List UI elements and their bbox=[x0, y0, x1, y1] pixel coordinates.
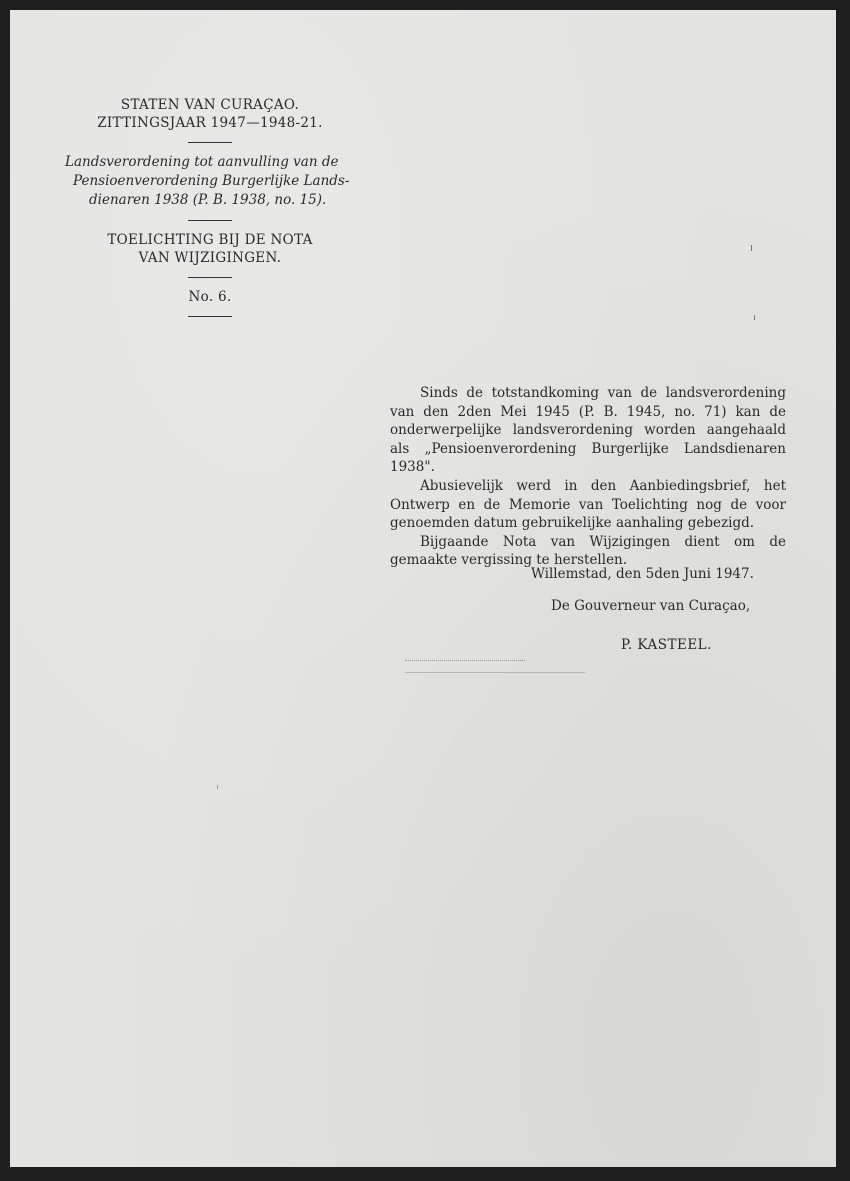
signatory-title: De Gouverneur van Curaçao, bbox=[551, 598, 751, 614]
paper-mark bbox=[754, 315, 755, 320]
subject bbox=[65, 153, 355, 210]
divider bbox=[188, 142, 232, 143]
signatory-name: P. KASTEEL. bbox=[621, 637, 712, 653]
faint-rule bbox=[405, 660, 525, 661]
document-header bbox=[65, 96, 355, 327]
subject-line: dienaren 1938 (P. B. 1938, no. 15). bbox=[89, 192, 327, 208]
subject-line: Pensioenverordening Burgerlijke Lands- bbox=[73, 173, 350, 189]
divider bbox=[188, 277, 232, 278]
subject-line: Landsverordening tot aanvulling van de bbox=[65, 154, 339, 170]
divider bbox=[188, 316, 232, 317]
body-text bbox=[390, 384, 786, 570]
paper-mark bbox=[751, 245, 752, 251]
organization-name: STATEN VAN CURAÇAO. bbox=[120, 97, 300, 113]
document-title: VAN WIJZIGINGEN. bbox=[138, 250, 282, 266]
session-year: ZITTINGSJAAR 1947—1948-21. bbox=[97, 115, 323, 131]
paragraph: Bijgaande Nota van Wijzigingen dient om de gemaakte vergissing te herstellen. bbox=[390, 533, 786, 569]
faint-rule bbox=[405, 672, 585, 673]
paragraph: Sinds de totstandkoming van de landsverordening van den 2den Mei 1945 (P. B. 1945, no. 71) kan de onderwerpelijke landsverordening worden aangehaald als „Pensioenverordening Burgerlijke Landsdienaren 1938". bbox=[390, 385, 786, 476]
paragraph: Abusievelijk werd in den Aanbiedingsbrief, het Ontwerp en de Memorie van Toelichting nog de voor genoemden datum gebruikelijke aanhaling gebezigd. bbox=[390, 477, 786, 532]
place-date: Willemstad, den 5den Juni 1947. bbox=[531, 566, 754, 582]
document-number: No. 6. bbox=[188, 289, 232, 305]
document-title: TOELICHTING BIJ DE NOTA bbox=[107, 232, 313, 248]
document-page bbox=[10, 10, 836, 1167]
divider bbox=[188, 220, 232, 221]
paper-mark bbox=[217, 785, 218, 789]
